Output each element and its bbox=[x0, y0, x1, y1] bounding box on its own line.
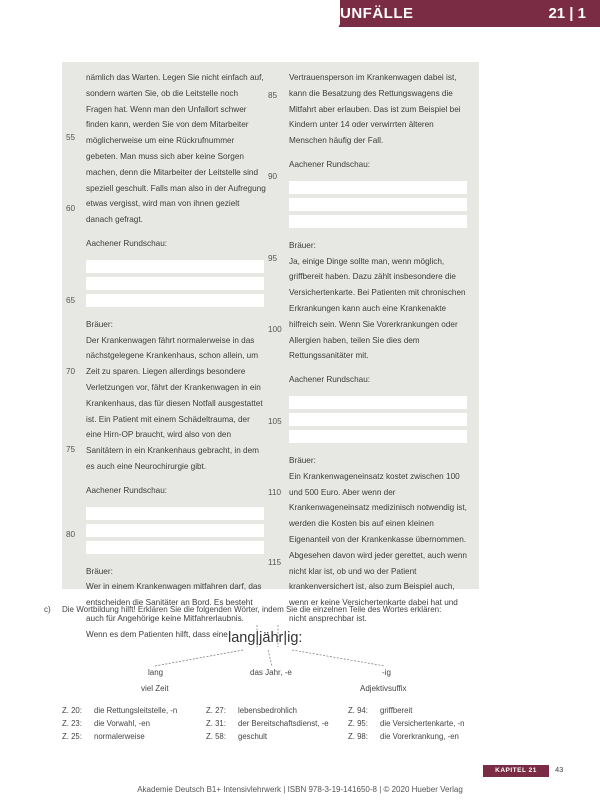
line-number: 90 bbox=[268, 172, 278, 181]
paragraph: Bräuer: Der Krankenwagen fährt normalerweise in das nächstgelegene Krankenhaus, schon allein, um Zeit zu sparen. Liegen allerdings besondere Verletzungen vor, fährt der Krankenwagen in ein Krankenhaus, das für diesen Notfall ausgestattet ist. Ein Patient mit einem Schädeltrauma, der eine Hirn-OP braucht, wird also von den Sanitätern in ein Krankenhaus gebracht, in dem es auch eine Neurochirurgie gibt. bbox=[86, 319, 263, 471]
answer-line[interactable] bbox=[289, 430, 467, 443]
word-list-item bbox=[206, 730, 329, 743]
line-number: 100 bbox=[268, 325, 282, 334]
answer-line[interactable] bbox=[289, 413, 467, 426]
page-number: 43 bbox=[555, 765, 564, 774]
word-entry: normalerweise bbox=[94, 732, 145, 741]
answer-line[interactable] bbox=[86, 260, 264, 273]
paragraph: nämlich das Warten. Legen Sie nicht einfach auf, sondern warten Sie, ob die Leitstelle noch Fragen hat. Wenn man den Unfallort schwer finden kann, werden Sie von dem Mitarbeiter möglicherweise um eine Rückrufnummer gebeten. Man muss sich aber keine Sorgen machen, denn die Mitarbeiter der Leitstelle sind speziell geschult. Falls man also in der Aufregung etwas vergisst, wird man von ihnen gezielt danach gefragt. bbox=[86, 73, 266, 225]
answer-line[interactable] bbox=[86, 524, 264, 537]
connector-jahr bbox=[268, 650, 272, 666]
answer-line[interactable] bbox=[86, 277, 264, 290]
left-text-column bbox=[86, 70, 266, 651]
answer-line[interactable] bbox=[86, 294, 264, 307]
word-entry: die Vorwahl, -en bbox=[94, 719, 150, 728]
answer-lines bbox=[86, 260, 266, 307]
line-ref: Z. 58: bbox=[206, 732, 226, 741]
paragraph: Bräuer: Ja, einige Dinge sollte man, wenn möglich, griffbereit haben. Dazu zählt insbesondere die Versichertenkarte. Bei Patienten mit chronischen Erkrankungen kann auch eine Krankenakte hilfreich sein. Wenn Sie Vorerkrankungen oder Allergien haben, teilen Sie dies dem Rettungssanitäter mit. bbox=[289, 240, 466, 361]
line-number: 115 bbox=[268, 558, 282, 567]
line-ref: Z. 25: bbox=[62, 732, 82, 741]
connector-ig bbox=[292, 650, 385, 666]
example-word: lang|jähr|ig: bbox=[228, 630, 303, 646]
paragraph: Bräuer: Wer in einem Krankenwagen mitfahren darf, das entscheiden die Sanitäter an Bord. Es besteht auch für Angehörige keine Mitfahrerlaubnis. Wenn es dem Patienten hilft, dass eine bbox=[86, 566, 262, 639]
paragraph: Vertrauensperson im Krankenwagen dabei ist, kann die Besatzung des Rettungswagens die Mitfahrt aber erlauben. Das ist zum Beispiel bei Kindern unter 14 oder verwirrten älteren Menschen häufig der Fall. bbox=[289, 73, 461, 146]
chapter-label: KAPITEL 21 bbox=[483, 765, 549, 777]
imprint: Akademie Deutsch B1+ Intensivlehrwerk | ISBN 978-3-19-141650-8 | © 2020 Hueber Verlag bbox=[137, 785, 463, 794]
line-number: 105 bbox=[268, 417, 282, 426]
answer-line[interactable] bbox=[289, 198, 467, 211]
answer-line[interactable] bbox=[86, 507, 264, 520]
word-list-item bbox=[348, 704, 465, 717]
exercise-instruction: Die Wortbildung hilft! Erklären Sie die folgenden Wörter, indem Sie die einzelnen Teile des Wortes erklären: bbox=[62, 605, 442, 614]
word-part-meaning: Adjektivsuffix bbox=[360, 684, 407, 693]
word-list-item bbox=[348, 717, 465, 730]
answer-lines bbox=[289, 396, 469, 443]
line-number: 75 bbox=[66, 445, 76, 454]
word-list-col-3 bbox=[348, 704, 465, 743]
line-number: 65 bbox=[66, 296, 76, 305]
word-part-meaning: viel Zeit bbox=[141, 684, 169, 693]
word-entry: lebensbedrohlich bbox=[238, 706, 297, 715]
chapter-header bbox=[340, 0, 600, 27]
line-ref: Z. 94: bbox=[348, 706, 368, 715]
line-ref: Z. 98: bbox=[348, 732, 368, 741]
paragraph: Aachener Rundschau: bbox=[289, 159, 371, 169]
word-part-top: das Jahr, -e bbox=[250, 668, 292, 677]
word-entry: die Vorerkrankung, -en bbox=[380, 732, 459, 741]
line-number: 95 bbox=[268, 254, 278, 263]
word-list-col-1 bbox=[62, 704, 177, 743]
paragraph: Aachener Rundschau: bbox=[86, 238, 168, 248]
paragraph: Aachener Rundschau: bbox=[289, 375, 371, 385]
exercise-letter: c) bbox=[44, 605, 51, 614]
line-number: 55 bbox=[66, 133, 76, 142]
word-list-item bbox=[206, 717, 329, 730]
word-list-item bbox=[62, 717, 177, 730]
line-number: 85 bbox=[268, 91, 278, 100]
line-number: 60 bbox=[66, 204, 76, 213]
line-ref: Z. 31: bbox=[206, 719, 226, 728]
answer-line[interactable] bbox=[289, 396, 467, 409]
word-part-top: -ig bbox=[382, 668, 391, 677]
chapter-title: UNFÄLLE bbox=[340, 5, 414, 22]
word-entry: der Bereitschaftsdienst, -e bbox=[238, 719, 329, 728]
answer-line[interactable] bbox=[289, 181, 467, 194]
chapter-number: 21 | 1 bbox=[548, 5, 586, 22]
word-list-item bbox=[206, 704, 329, 717]
line-ref: Z. 95: bbox=[348, 719, 368, 728]
answer-line[interactable] bbox=[289, 215, 467, 228]
word-part-top: lang bbox=[148, 668, 164, 677]
connector-lang bbox=[155, 650, 243, 666]
right-text-column bbox=[289, 70, 469, 635]
word-entry: die Rettungsleitstelle, -n bbox=[94, 706, 178, 715]
line-number: 70 bbox=[66, 367, 76, 376]
line-number: 80 bbox=[66, 530, 76, 539]
word-list-item bbox=[348, 730, 465, 743]
word-entry: die Versichertenkarte, -n bbox=[380, 719, 465, 728]
paragraph: Bräuer: Ein Krankenwageneinsatz kostet zwischen 100 und 500 Euro. Aber wenn der Krankenwageneinsatz medizinisch notwendig ist, werden die Kosten bis auf einen kleinen Eigenanteil von der Krankenkasse übernommen. Abgesehen davon wird jeder gerettet, auch wenn nicht klar ist, ob und wo der Patient krankenversichert ist, also zum Beispiel auch, wenn er keine Versichertenkarte dabei hat und nicht ansprechbar ist. bbox=[289, 455, 467, 623]
paragraph: Aachener Rundschau: bbox=[86, 485, 168, 495]
answer-lines bbox=[86, 507, 266, 554]
line-ref: Z. 27: bbox=[206, 706, 226, 715]
word-list-item bbox=[62, 704, 177, 717]
word-entry: geschult bbox=[238, 732, 268, 741]
word-list-item bbox=[62, 730, 177, 743]
answer-line[interactable] bbox=[86, 541, 264, 554]
word-list-col-2 bbox=[206, 704, 329, 743]
word-entry: griffbereit bbox=[380, 706, 413, 715]
line-ref: Z. 23: bbox=[62, 719, 82, 728]
answer-lines bbox=[289, 181, 469, 228]
line-number: 110 bbox=[268, 488, 282, 497]
line-ref: Z. 20: bbox=[62, 706, 82, 715]
